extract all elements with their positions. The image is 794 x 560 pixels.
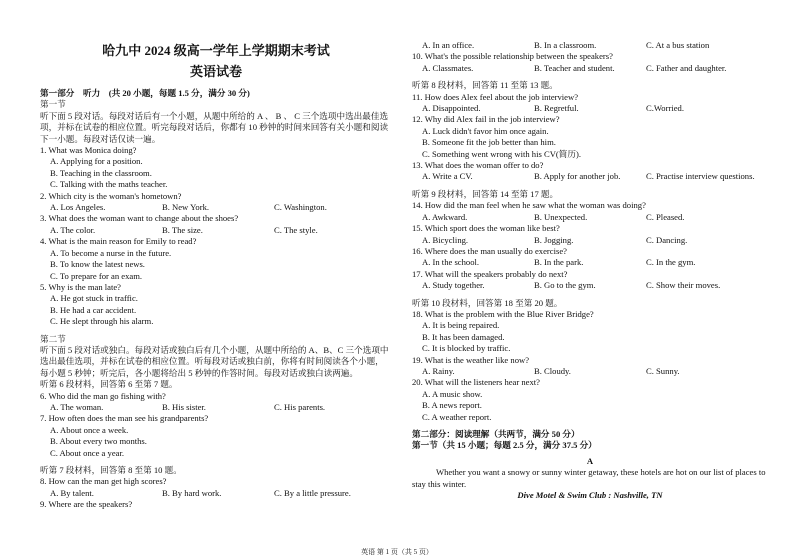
material-6-label: 听第 6 段材料，回答第 6 至第 7 题。 [40, 379, 178, 390]
question-text: 13. What does the woman offer to do? [412, 160, 544, 171]
option: B. Teacher and student. [534, 62, 615, 73]
question-options [40, 488, 392, 499]
exam-title: 哈九中 2024 级高一学年上学期期末考试 [102, 43, 330, 58]
option: A. Classmates. [422, 62, 474, 73]
passage-letter: A [586, 455, 594, 466]
question-options [412, 389, 768, 423]
option: B. Go to the gym. [534, 280, 596, 291]
option: B. Regretful. [534, 103, 579, 114]
option: A. About once a week. [50, 424, 129, 435]
option: A. In an office. [422, 40, 475, 50]
option: C. A weather report. [422, 411, 492, 422]
question-text: 6. Who did the man go fishing with? [40, 390, 166, 401]
material-7-label: 听第 7 段材料，回答第 8 至第 10 题。 [40, 465, 182, 475]
passage-text: Whether you want a snowy or sunny winter getaway, these hotels are hot on our list of places to stay this winter. [412, 467, 766, 489]
option: A. Awkward. [422, 211, 468, 222]
option: C. It is blocked by traffic. [422, 343, 511, 354]
option: C. By a little pressure. [274, 487, 351, 498]
question-9: 9. Where are the speakers? [40, 499, 133, 510]
option: B. Teaching in the classroom. [50, 167, 152, 178]
option: A. A music show. [422, 388, 483, 399]
option: A. By talent. [50, 487, 94, 498]
option: B. Someone fit the job better than him. [422, 137, 556, 148]
option: B. Jogging. [534, 234, 574, 245]
question-text: 12. Why did Alex fail in the job interview? [412, 114, 560, 125]
part2-section1: 第一节（共 15 小题；每题 2.5 分，满分 37.5 分） [412, 440, 597, 451]
option: A. The color. [50, 224, 96, 235]
question-text: 2. Which city is the woman's hometown? [40, 190, 182, 201]
section1-label: 第一节 [40, 99, 66, 110]
option: A. Los Angeles. [50, 202, 106, 213]
part2-heading: 第二部分：阅读理解（共两节，满分 50 分） [412, 429, 580, 439]
left-column [40, 0, 392, 511]
question-10-options [412, 63, 768, 74]
option: C. Sunny. [646, 365, 680, 376]
section2-instructions: 听下面 5 段对话或独白。每段对话或独白后有几个小题，从题中所给的 A、B、C 三个选项中选出最佳选项，并标在试卷的相应位置。听每段对话或独白前，你将有时间阅读各个小题，每小题 5 秒钟；听完后，各小题将给出 5 秒钟的作答时间。每段对话或独白读两遍。 [40, 344, 389, 378]
question-group-8 [40, 476, 392, 499]
question-group-6-7 [40, 391, 392, 459]
option: C. Pleased. [646, 211, 685, 222]
option: B. Unexpected. [534, 211, 588, 222]
option: B. In a classroom. [534, 40, 597, 50]
option: B. His sister. [162, 401, 206, 412]
option: B. A news report. [422, 400, 482, 411]
material-10-label: 听第 10 段材料，回答第 18 至第 20 题。 [412, 297, 563, 308]
question-options [412, 280, 768, 291]
material-8-label: 听第 8 段材料，回答第 11 至第 13 题。 [412, 80, 558, 91]
question-text: 19. What is the weather like now? [412, 354, 530, 365]
option: A. He got stuck in traffic. [50, 293, 138, 304]
option: C. He slept through his alarm. [50, 316, 154, 327]
option: C. The style. [274, 224, 318, 235]
question-options [412, 171, 768, 182]
question-text: 4. What is the main reason for Emily to read? [40, 236, 197, 247]
question-options [40, 248, 392, 282]
option: C. Father and daughter. [646, 62, 727, 73]
option: B. Cloudy. [534, 365, 571, 376]
option: B. To know the latest news. [50, 259, 145, 270]
question-options [412, 126, 768, 160]
material-9-label: 听第 9 段材料，回答第 14 至第 17 题。 [412, 188, 559, 199]
question-options [40, 202, 392, 213]
question-text: 17. What will the speakers probably do next? [412, 268, 568, 279]
question-options [412, 235, 768, 246]
option: B. About every two months. [50, 436, 147, 447]
question-text: 1. What was Monica doing? [40, 145, 137, 156]
question-text: 7. How often does the man see his grandparents? [40, 413, 209, 424]
option: B. By hard work. [162, 487, 222, 498]
question-text: 16. Where does the man usually do exercise? [412, 245, 567, 256]
option: C. Show their moves. [646, 280, 721, 291]
question-text: 8. How can the man get high scores? [40, 476, 167, 487]
option: B. In the park. [534, 257, 584, 268]
question-text: 14. How did the man feel when he saw what the woman was doing? [412, 200, 646, 211]
option: A. In the school. [422, 257, 480, 268]
option: A. Study together. [422, 280, 485, 291]
part1-heading: 第一部分 听力 (共 20 小题，每题 1.5 分，满分 30 分) [40, 88, 250, 98]
question-options [412, 257, 768, 268]
option: C. Talking with the maths teacher. [50, 179, 168, 190]
question-options [40, 425, 392, 459]
option: B. The size. [162, 224, 203, 235]
question-options [412, 103, 768, 114]
option: A. Rainy. [422, 365, 455, 376]
section2-label: 第二节 [40, 333, 66, 344]
option: C. At a bus station [646, 40, 710, 50]
option: A. It is being repaired. [422, 320, 500, 331]
page-footer: 英语 第 1 页（共 5 页） [361, 548, 433, 556]
option: C.Worried. [646, 103, 684, 114]
question-group-11-13 [412, 92, 768, 183]
exam-subtitle: 英语试卷 [189, 64, 242, 79]
question-text: 20. What will the listeners hear next? [412, 377, 540, 388]
question-text: 11. How does Alex feel about the job interview? [412, 91, 579, 102]
option: A. To become a nurse in the future. [50, 247, 172, 258]
question-options [40, 225, 392, 236]
question-group-18-20 [412, 309, 768, 423]
question-options [40, 402, 392, 413]
option: C. Dancing. [646, 234, 688, 245]
option: C. About once a year. [50, 447, 124, 458]
section1-instructions: 听下面 5 段对话。每段对话后有一个小题，从题中所给的 A 、 B 、 C 三个选项中选出最佳选项，并标在试卷的相应位置。听完每段对话后，你都有 10 秒钟的时间来回答有关小题和阅读下一小题。每段对话仅读一遍。 [40, 110, 389, 144]
option: A. The woman. [50, 401, 104, 412]
option: C. Practise interview questions. [646, 171, 755, 182]
option: A. Disappointed. [422, 103, 481, 114]
question-text: 3. What does the woman want to change about the shoes? [40, 213, 239, 224]
option: B. Apply for another job. [534, 171, 621, 182]
question-options [412, 320, 768, 354]
passage-subheading: Dive Motel & Swim Club : Nashville, TN [517, 490, 663, 501]
option: C. His parents. [274, 401, 326, 412]
question-options [412, 366, 768, 377]
option: B. He had a car accident. [50, 304, 137, 315]
question-options [40, 156, 392, 190]
option: C. To prepare for an exam. [50, 270, 143, 281]
question-options [40, 293, 392, 327]
question-options [412, 212, 768, 223]
option: A. Luck didn't favor him once again. [422, 125, 549, 136]
option: A. Bicycling. [422, 234, 469, 245]
question-text: 15. Which sport does the woman like best? [412, 223, 560, 234]
question-text: 5. Why is the man late? [40, 281, 121, 292]
option: B. New York. [162, 202, 210, 213]
option: A. Write a CV. [422, 171, 473, 182]
question-text: 18. What is the problem with the Blue River Bridge? [412, 308, 594, 319]
option: C. Something went wrong with his CV(简历). [422, 148, 581, 159]
right-column [412, 0, 768, 501]
question-9-options [412, 40, 768, 51]
option: C. In the gym. [646, 257, 696, 268]
option: C. Washington. [274, 202, 327, 213]
option: A. Applying for a position. [50, 156, 143, 167]
option: B. It has been damaged. [422, 331, 505, 342]
question-10: 10. What's the possible relationship between the speakers? [412, 51, 613, 62]
question-group-14-17 [412, 200, 768, 291]
question-group-1-5 [40, 145, 392, 328]
